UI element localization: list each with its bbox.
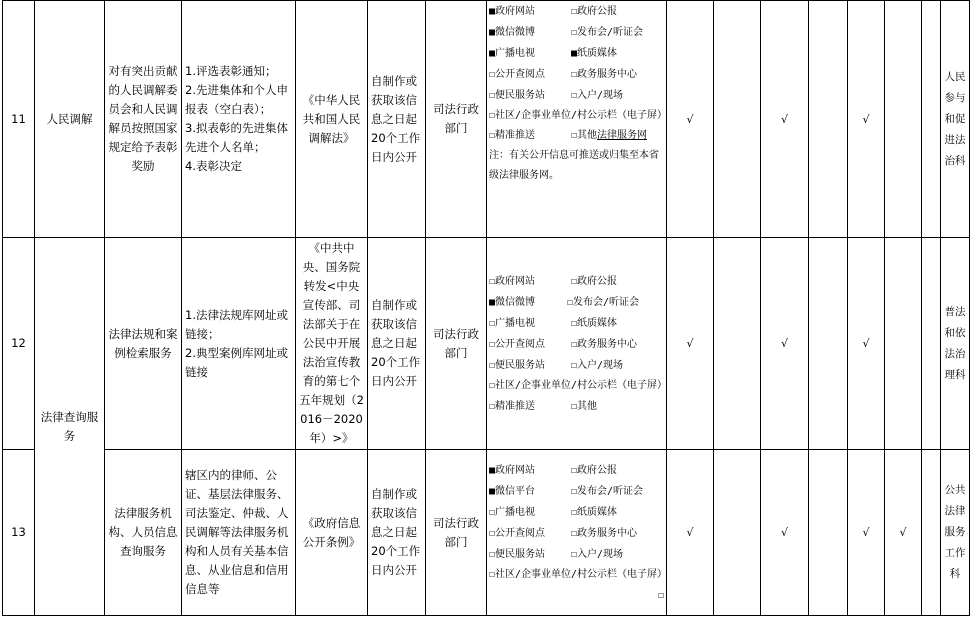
tick-cell xyxy=(809,450,848,616)
tick-cell xyxy=(714,238,761,450)
item-cell: 法律法规和案例检索服务 xyxy=(105,238,182,450)
tick-cell xyxy=(922,1,941,238)
table-row xyxy=(3,238,970,450)
channel-option: ☐便民服务站 xyxy=(489,359,546,371)
channel-option: ☐社区/企事业单位/村公示栏（电子屏） xyxy=(489,110,668,121)
subject-cell: 司法行政部门 xyxy=(426,450,487,616)
channel-option: ■广播电视 xyxy=(489,48,536,59)
table-row xyxy=(3,450,970,616)
remark-cell: 普法和依法治理科 xyxy=(941,238,970,450)
row-number: 12 xyxy=(3,238,35,450)
channel-option: ☐便民服务站 xyxy=(489,548,546,560)
channel-option: ■微信微博 xyxy=(489,27,536,38)
channel-option: ☐公开查阅点 xyxy=(489,338,546,350)
time-limit-cell: 自制作或获取该信息之日起20个工作日内公开 xyxy=(368,238,426,450)
content-line: 2.典型案例库网址或链接 xyxy=(185,345,288,379)
tick-cell xyxy=(809,1,848,238)
channel-option: ☐发布会/听证会 xyxy=(571,27,644,38)
channel-option: ☐政务服务中心 xyxy=(571,338,638,350)
tick-cell: √ xyxy=(761,450,809,616)
channel-option: ☐精准推送 xyxy=(489,400,536,412)
channel-option: ■政府网站 xyxy=(489,464,536,476)
category-cell: 法律查询服务 xyxy=(35,238,105,616)
channel-note: 注：有关公开信息可推送或归集至本省级法律服务网。 xyxy=(489,150,659,181)
disclosure-table xyxy=(2,0,970,616)
channel-option: ■微信微博 xyxy=(489,296,536,308)
basis-cell: 《政府信息公开条例》 xyxy=(296,450,368,616)
row-number: 13 xyxy=(3,450,35,616)
table-row xyxy=(3,1,970,238)
row-number: 11 xyxy=(3,1,35,238)
channel-option: ■微信平台 xyxy=(489,485,536,497)
content-line: 1.法律法规库网址或链接； xyxy=(185,307,288,341)
tick-cell: √ xyxy=(667,238,714,450)
tick-cell: √ xyxy=(848,450,885,616)
channel-option: ■政府网站 xyxy=(489,6,536,17)
tick-cell xyxy=(714,450,761,616)
channel-option: ☐精准推送 xyxy=(489,130,536,141)
item-cell: 法律服务机构、人员信息查询服务 xyxy=(105,450,182,616)
remark-cell: 人民参与和促进法治科 xyxy=(941,1,970,238)
channel-option: ☐入户/现场 xyxy=(571,90,624,101)
channel-option: ☐便民服务站 xyxy=(489,90,546,101)
time-limit-cell: 自制作或获取该信息之日起20个工作日内公开 xyxy=(368,450,426,616)
item-cell: 对有突出贡献的人民调解委员会和人民调解员按照国家规定给予表彰奖励 xyxy=(105,1,182,238)
tick-cell xyxy=(885,238,922,450)
channel-option: ☐广播电视 xyxy=(489,506,536,518)
content-cell: 辖区内的律师、公证、基层法律服务、司法鉴定、仲裁、人民调解等法律服务机构和人员有关基本信息、从业信息和信用信息等 xyxy=(182,450,296,616)
tick-cell xyxy=(714,1,761,238)
tick-cell: √ xyxy=(667,450,714,616)
tick-cell: √ xyxy=(885,450,922,616)
content-line: 2.先进集体和个人申报表（空白表）； xyxy=(185,83,288,116)
tick-cell: √ xyxy=(667,1,714,238)
basis-cell: 《中共中央、国务院转发<中央宣传部、司法部关于在公民中开展法治宣传教育的第七个五年规划（2016－2020年）>》 xyxy=(296,238,368,450)
remark-cell: 公共法律服务工作科 xyxy=(941,450,970,616)
tick-cell: √ xyxy=(761,238,809,450)
channel-option: ☐发布会/听证会 xyxy=(567,296,640,308)
channel-option: ☐公开查阅点 xyxy=(489,527,546,539)
channel-option: ☐其他 xyxy=(571,130,598,141)
channel-option: ☐发布会/听证会 xyxy=(571,485,644,497)
channel-option: ☐政府公报 xyxy=(571,275,618,287)
tick-cell: √ xyxy=(848,1,885,238)
channel-option: ☐广播电视 xyxy=(489,317,536,329)
channel-option: ☐政府公报 xyxy=(571,464,618,476)
channel-option: ☐ xyxy=(657,589,664,601)
content-line: 3.拟表彰的先进集体先进个人名单； xyxy=(185,121,288,154)
time-limit-cell: 自制作或获取该信息之日起20个工作日内公开 xyxy=(368,1,426,238)
channel-option: ☐社区/企事业单位/村公示栏（电子屏） xyxy=(489,568,668,580)
category-cell: 人民调解 xyxy=(35,1,105,238)
channel-option: ☐政务服务中心 xyxy=(571,527,638,539)
tick-cell: √ xyxy=(761,1,809,238)
subject-cell: 司法行政部门 xyxy=(426,1,487,238)
channel-option: ■纸质媒体 xyxy=(571,48,618,59)
tick-cell xyxy=(922,450,941,616)
channel-cell xyxy=(487,238,667,450)
channel-option: ☐纸质媒体 xyxy=(571,317,618,329)
channel-option: ☐政府网站 xyxy=(489,275,536,287)
channel-option: ☐政务服务中心 xyxy=(571,69,638,80)
channel-option: ☐入户/现场 xyxy=(571,359,624,371)
content-cell xyxy=(182,1,296,238)
content-line: 4.表彰决定 xyxy=(185,159,242,173)
tick-cell xyxy=(885,1,922,238)
content-line: 1.评选表彰通知； xyxy=(185,64,277,78)
channel-cell xyxy=(487,450,667,616)
tick-cell xyxy=(922,238,941,450)
subject-cell: 司法行政部门 xyxy=(426,238,487,450)
channel-option: ☐其他 xyxy=(571,400,598,412)
channel-option: ☐公开查阅点 xyxy=(489,69,546,80)
channel-option: ☐社区/企事业单位/村公示栏（电子屏） xyxy=(489,379,668,391)
legal-service-network-link: 法律服务网 xyxy=(597,130,648,141)
tick-cell xyxy=(809,238,848,450)
channel-option: ☐入户/现场 xyxy=(571,548,624,560)
basis-cell: 《中华人民共和国人民调解法》 xyxy=(296,1,368,238)
content-cell xyxy=(182,238,296,450)
channel-option: ☐政府公报 xyxy=(571,6,618,17)
tick-cell: √ xyxy=(848,238,885,450)
channel-cell xyxy=(487,1,667,238)
channel-option: ☐纸质媒体 xyxy=(571,506,618,518)
